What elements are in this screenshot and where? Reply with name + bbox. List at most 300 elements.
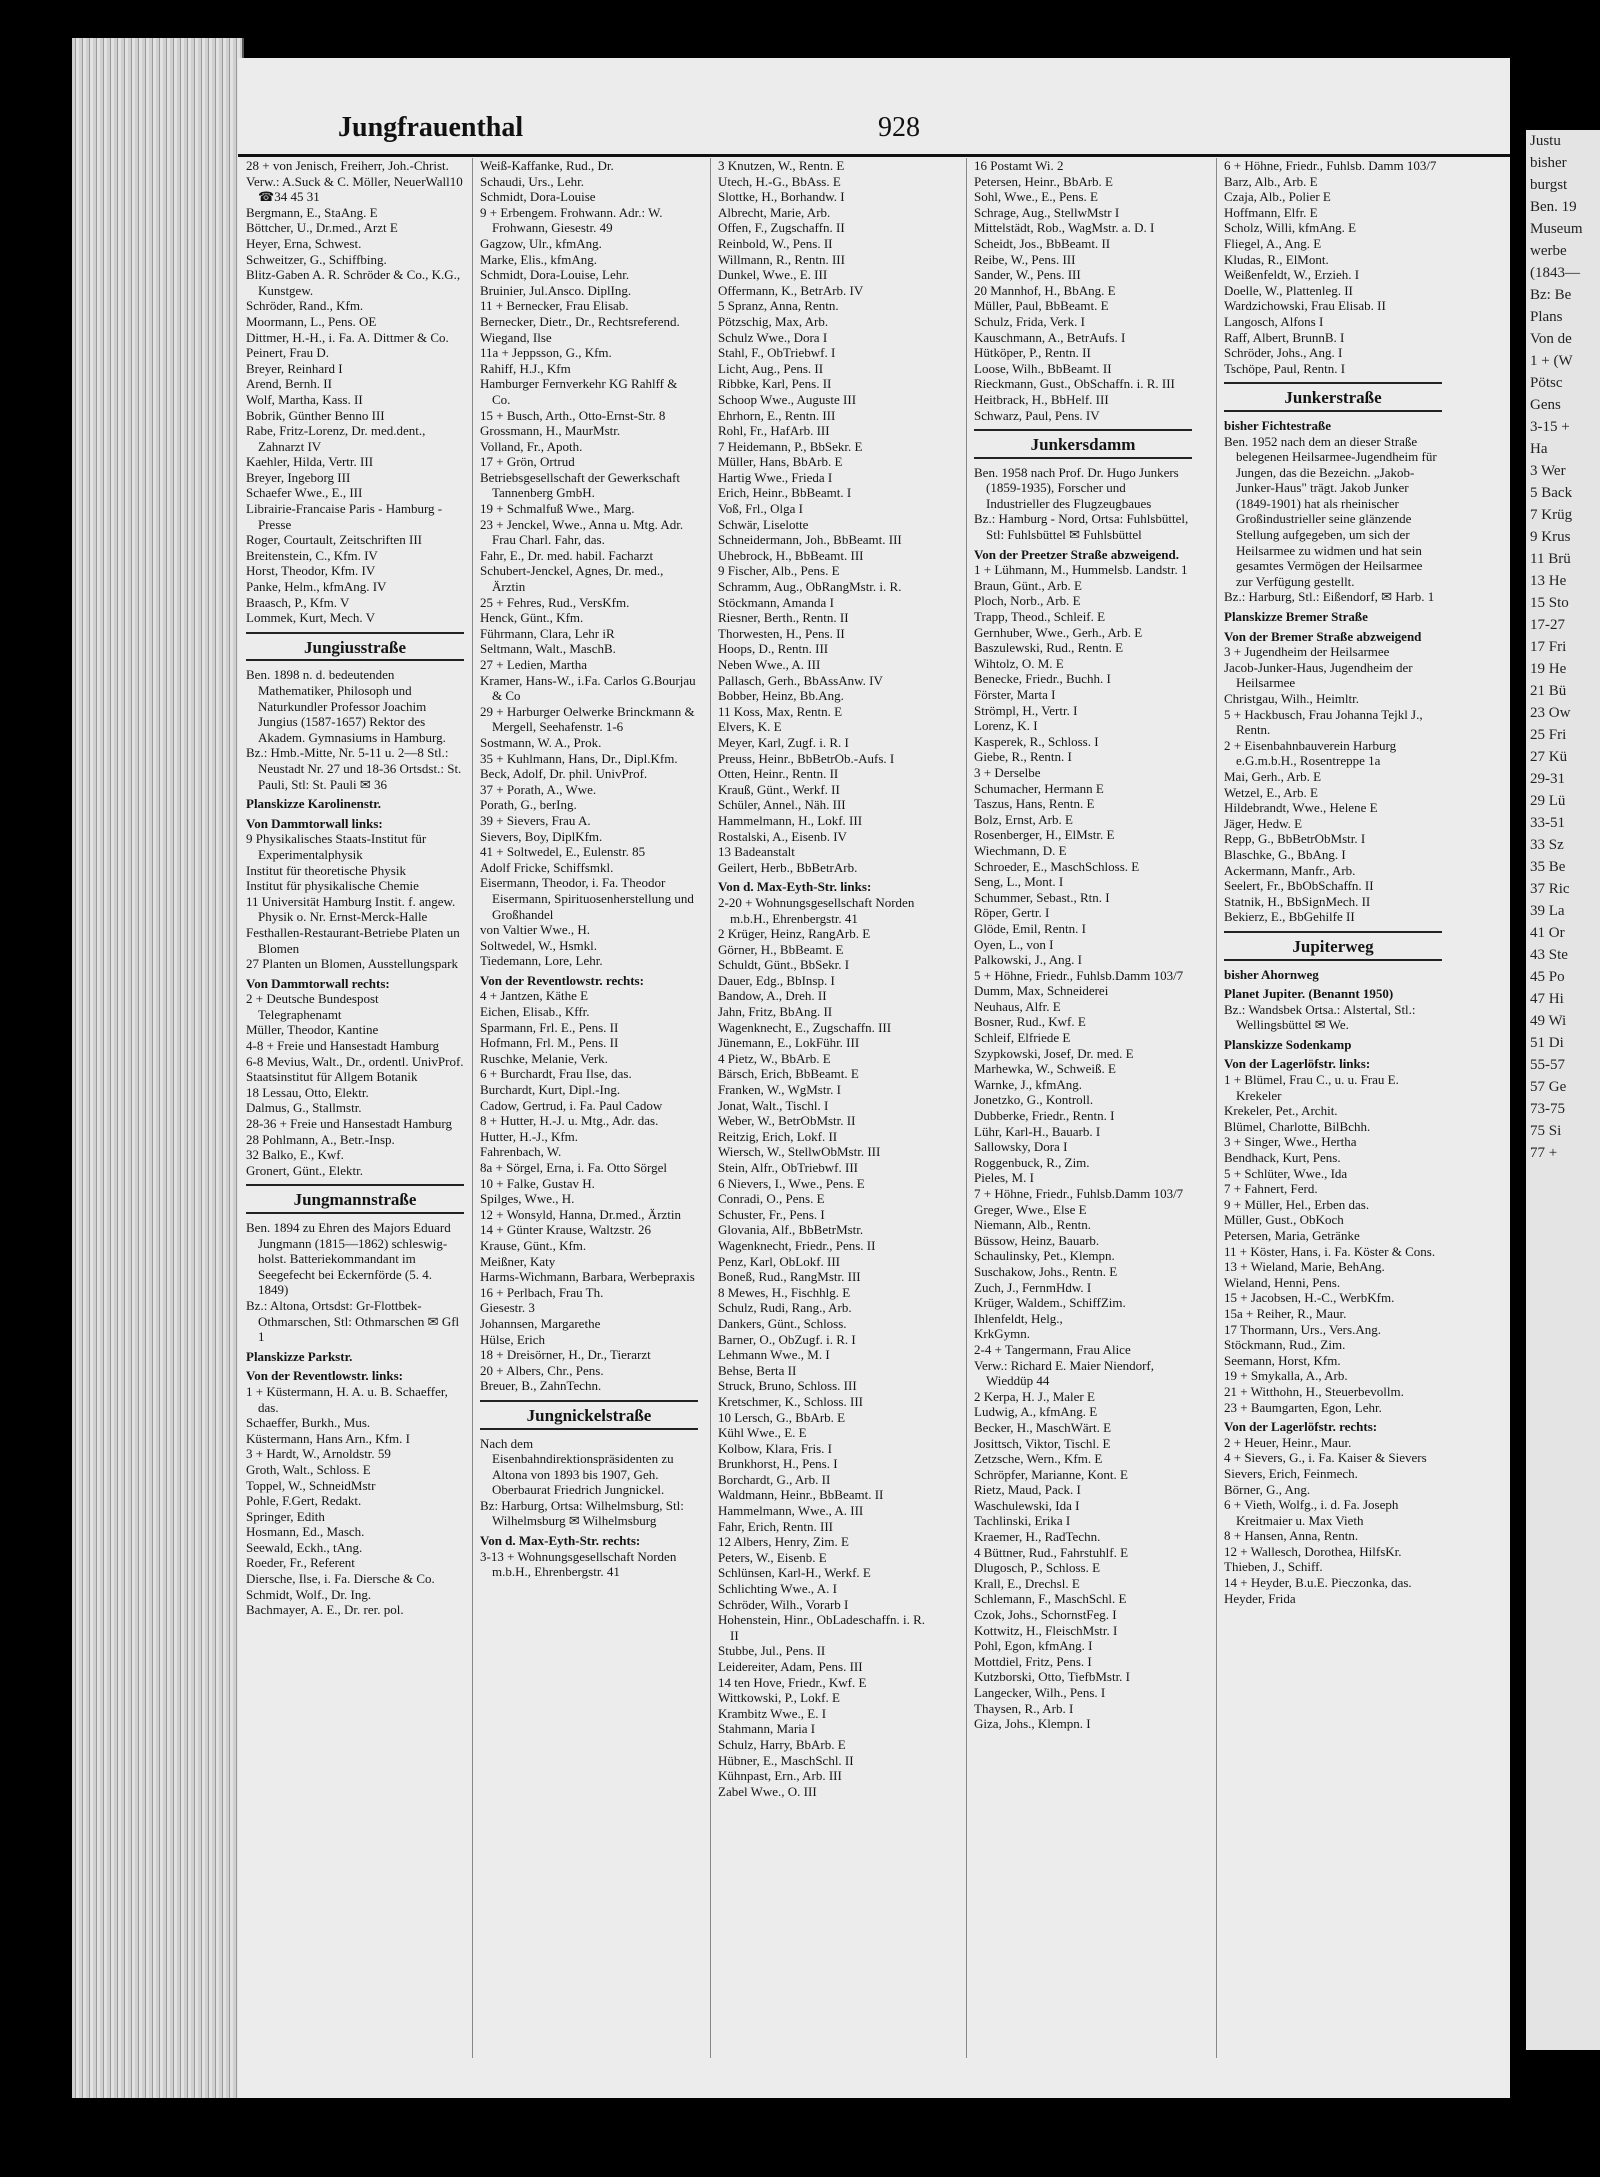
directory-entry: Schneidermann, Joh., BbBeamt. III <box>718 532 902 548</box>
directory-entry: Mottdiel, Fritz, Pens. I <box>974 1653 1092 1669</box>
directory-entry: Tiedemann, Lore, Lehr. <box>480 953 603 969</box>
directory-entry: Ehrhorn, E., Rentn. III <box>718 407 836 423</box>
directory-entry: 9 Fischer, Alb., Pens. E <box>718 563 840 579</box>
directory-entry: Dittmer, H.-H., i. Fa. A. Dittmer & Co. <box>246 329 449 345</box>
directory-entry: Neuhaus, Alfr. E <box>974 998 1061 1014</box>
facing-page-text: Ben. 19 <box>1530 199 1577 215</box>
directory-entry: Thieben, J., Schiff. <box>1224 1559 1323 1575</box>
directory-entry: Giebe, R., Rentn. I <box>974 749 1072 765</box>
directory-entry: Lühr, Karl-H., Bauarb. I <box>974 1123 1101 1139</box>
directory-entry: Dankers, Günt., Schloss. <box>718 1315 847 1331</box>
directory-entry: Peters, W., Eisenb. E <box>718 1549 827 1565</box>
directory-entry: Rostalski, A., Eisenb. IV <box>718 828 847 844</box>
facing-page-text: 11 Brü <box>1530 551 1571 567</box>
directory-entry: Bz.: Hamburg - Nord, Ortsa: Fuhlsbüttel, Stl: Fuhlsbüttel ✉ Fuhlsbüttel <box>974 511 1189 543</box>
directory-entry: Schmidt, Wolf., Dr. Ing. <box>246 1586 372 1602</box>
directory-entry: Breyer, Reinhard I <box>246 360 343 376</box>
directory-entry: Beck, Adolf, Dr. phil. UnivProf. <box>480 766 648 782</box>
directory-entry: Dlugosch, P., Schloss. E <box>974 1560 1101 1576</box>
directory-entry: 41 + Soltwedel, E., Eulenstr. 85 <box>480 844 646 860</box>
facing-page-text: 57 Ge <box>1530 1079 1567 1095</box>
facing-page-text: werbe <box>1530 243 1567 259</box>
directory-entry: Behse, Berta II <box>718 1362 797 1378</box>
directory-entry: Ihlenfeldt, Helg., <box>974 1310 1063 1326</box>
directory-entry: Otten, Heinr., Rentn. II <box>718 766 839 782</box>
directory-entry: Kutzborski, Otto, TiefbMstr. I <box>974 1669 1131 1685</box>
facing-page-text: 35 Be <box>1530 859 1566 875</box>
directory-entry: Schulz Wwe., Dora I <box>718 329 828 345</box>
facing-page-text: 37 Ric <box>1530 881 1570 897</box>
book-edge <box>72 38 244 2098</box>
directory-entry: Stein, Alfr., ObTriebwf. III <box>718 1160 858 1175</box>
directory-entry: Palkowski, J., Ang. I <box>974 952 1082 968</box>
directory-entry: Seemann, Horst, Kfm. <box>1224 1352 1341 1368</box>
directory-entry: Müller, Gust., ObKoch <box>1224 1212 1344 1228</box>
directory-entry: 15 + Jacobsen, H.-C., WerbKfm. <box>1224 1290 1395 1306</box>
section-note: Planet Jupiter. (Benannt 1950) <box>1224 986 1394 1002</box>
directory-entry: Kramer, Hans-W., i.Fa. Carlos G.Bourjau & Co <box>480 672 696 704</box>
directory-entry: Tachlinski, Erika I <box>974 1513 1071 1529</box>
facing-page-text: 75 Si <box>1530 1123 1562 1139</box>
facing-page-fragment <box>1526 130 1600 2050</box>
directory-entry: Ben. 1894 zu Ehren des Majors Eduard Jungmann (1815—1862) schleswig-holst. Batteriekommandant im Seegefecht bei Eckernförde (5. 4. 1849) <box>246 1220 451 1298</box>
directory-entry: Springer, Edith <box>246 1508 325 1524</box>
directory-entry: 8 Mewes, H., Fischhlg. E <box>718 1284 851 1300</box>
directory-entry: Becker, H., MaschWärt. E <box>974 1419 1112 1435</box>
directory-entry: 11 + Bernecker, Frau Elisab. <box>480 298 629 314</box>
facing-page-text: 15 Sto <box>1530 595 1569 611</box>
directory-entry: Glovania, Alf., BbBetrMstr. <box>718 1222 864 1238</box>
section-note: Von der Bremer Straße abzweigend <box>1224 628 1422 644</box>
directory-entry: Oyen, L., von I <box>974 936 1054 952</box>
directory-entry: Jonat, Walt., Tischl. I <box>718 1097 829 1113</box>
page-header <box>238 108 1510 157</box>
directory-entry: Glöde, Emil, Rentn. I <box>974 920 1086 936</box>
directory-entry: Schröpfer, Marianne, Kont. E <box>974 1466 1128 1482</box>
directory-entry: Dunkel, Wwe., E. III <box>718 267 828 283</box>
directory-entry: Seewald, Eckh., tAng. <box>246 1539 363 1555</box>
directory-entry: Schmidt, Dora-Louise <box>480 189 596 205</box>
directory-entry: 20 + Albers, Chr., Pens. <box>480 1362 604 1378</box>
directory-entry: Blaschke, G., BbAng. I <box>1224 846 1346 862</box>
directory-entry: Erich, Heinr., BbBeamt. I <box>718 485 852 501</box>
directory-entry: Rietz, Maud, Pack. I <box>974 1482 1081 1498</box>
directory-entry: Ben. 1898 n. d. bedeutenden Mathematiker, Philosoph und Naturkundler Professor Joachim Jungius (1587-1657) Rektor des Akadem. Gymnasiums in Hamburg. <box>246 667 446 745</box>
directory-entry: 5 + Schlüter, Wwe., Ida <box>1224 1165 1348 1181</box>
directory-entry: Hütköper, P., Rentn. II <box>974 345 1091 361</box>
facing-page-text: 73-75 <box>1530 1101 1565 1117</box>
directory-entry: Marke, Elis., kfmAng. <box>480 251 597 267</box>
directory-entry: Förster, Marta I <box>974 687 1056 702</box>
directory-entry: 6 + Höhne, Friedr., Fuhlsb. Damm 103/7 <box>1224 158 1437 173</box>
directory-entry: Harms-Wichmann, Barbara, Werbepraxis <box>480 1269 695 1285</box>
directory-entry: Struck, Bruno, Schloss. III <box>718 1378 857 1394</box>
directory-entry: Soltwedel, W., Hsmkl. <box>480 937 598 953</box>
directory-entry: Schaefer Wwe., E., III <box>246 485 363 501</box>
directory-entry: Marhewka, W., Schweiß. E <box>974 1061 1116 1077</box>
directory-entry: Waschulewski, Ida I <box>974 1497 1080 1513</box>
directory-entry: Thaysen, R., Arb. I <box>974 1700 1074 1716</box>
directory-entry: Roggenbuck, R., Zim. <box>974 1154 1090 1170</box>
section-note: Von der Reventlowstr. rechts: <box>480 972 644 988</box>
directory-entry: Franken, W., WgMstr. I <box>718 1082 841 1098</box>
directory-entry: Albrecht, Marie, Arb. <box>718 204 831 220</box>
street-heading: Jungnickelstraße <box>480 1400 698 1430</box>
directory-entry: Lehmann Wwe., M. I <box>718 1347 830 1363</box>
facing-page-text: 33 Sz <box>1530 837 1564 853</box>
facing-page-text: 19 He <box>1530 661 1567 677</box>
directory-entry: Stöckmann, Amanda I <box>718 594 834 610</box>
directory-entry: Mai, Gerh., Arb. E <box>1224 768 1322 784</box>
directory-entry: 11 Universität Hamburg Instit. f. angew. Physik o. Nr. Ernst-Merck-Halle <box>246 893 456 925</box>
facing-page-text: Pötsc <box>1530 375 1563 391</box>
directory-entry: 16 + Perlbach, Frau Th. <box>480 1284 604 1300</box>
directory-entry: Fahrenbach, W. <box>480 1144 562 1160</box>
directory-entry: 9 Physikalisches Staats-Institut für Experimentalphysik <box>246 831 427 862</box>
section-note: Von der Lagerlöfstr. links: <box>1224 1056 1371 1072</box>
directory-entry: 6 + Burchardt, Frau Ilse, das. <box>480 1066 632 1082</box>
directory-entry: Warnke, J., kfmAng. <box>974 1076 1082 1092</box>
facing-page-text: Plans <box>1530 309 1563 325</box>
directory-entry: 10 + Falke, Gustav H. <box>480 1175 595 1191</box>
directory-entry: 15 + Busch, Arth., Otto-Ernst-Str. 8 <box>480 407 666 423</box>
section-note: bisher Ahornweg <box>1224 966 1319 982</box>
directory-entry: Bärsch, Erich, BbBeamt. E <box>718 1066 859 1082</box>
directory-entry: Peinert, Frau D. <box>246 345 330 361</box>
directory-entry: Schubert-Jenckel, Agnes, Dr. med., Ärztin <box>480 563 664 595</box>
directory-entry: Offen, F., Zugschaffn. II <box>718 220 845 236</box>
directory-entry: Kretschmer, K., Schloss. III <box>718 1393 863 1409</box>
directory-entry: 9 + Müller, Hel., Erben das. <box>1224 1196 1370 1212</box>
directory-entry: Czok, Johs., SchornstFeg. I <box>974 1607 1117 1623</box>
directory-entry: 21 + Witthohn, H., Steuerbevollm. <box>1224 1383 1404 1399</box>
directory-entry: Utech, H.-G., BbAss. E <box>718 173 841 189</box>
street-heading: Jungmannstraße <box>246 1184 464 1214</box>
directory-entry: Statnik, H., BbSignMech. II <box>1224 893 1371 909</box>
directory-entry: Pohle, F.Gert, Redakt. <box>246 1493 362 1509</box>
directory-entry: 2 Kerpa, H. J., Maler E <box>974 1388 1095 1404</box>
directory-entry: Stahmann, Maria I <box>718 1721 816 1737</box>
directory-entry: Schulz, Frida, Verk. I <box>974 313 1085 329</box>
directory-entry: 27 Planten un Blomen, Ausstellungspark <box>246 956 458 972</box>
directory-entry: Eichen, Elisab., Kffr. <box>480 1004 590 1020</box>
facing-page-text: 17 Fri <box>1530 639 1567 655</box>
directory-entry: Rieckmann, Gust., ObSchaffn. i. R. III <box>974 376 1175 392</box>
directory-entry: Kludas, R., ElMont. <box>1224 251 1329 267</box>
directory-entry: Kauschmann, A., BetrAufs. I <box>974 329 1126 345</box>
facing-page-text: 5 Back <box>1530 485 1573 501</box>
directory-entry: Bz.: Wandsbek Ortsa.: Alstertal, Stl.: Wellingsbüttel ✉ We. <box>1224 1001 1416 1033</box>
directory-entry: Institut für theoretische Physik <box>246 862 406 878</box>
directory-entry: Schlünsen, Karl-H., Werkf. E <box>718 1565 871 1581</box>
directory-entry: Schröder, Wilh., Vorarb I <box>718 1596 849 1612</box>
street-heading: Jupiterweg <box>1224 931 1442 961</box>
directory-entry: Heyer, Erna, Schwest. <box>246 235 362 251</box>
directory-entry: Rahiff, H.J., Kfm <box>480 360 571 376</box>
directory-entry: Willmann, R., Rentn. III <box>718 251 845 267</box>
column-divider <box>1216 158 1217 2058</box>
facing-page-text: 39 La <box>1530 903 1565 919</box>
directory-entry: 19 + Smykalla, A., Arb. <box>1224 1368 1348 1384</box>
section-note: Planskizze Sodenkamp <box>1224 1036 1352 1052</box>
directory-entry: Bz: Harburg, Ortsa: Wilhelmsburg, Stl: Wilhelmsburg ✉ Wilhelmsburg <box>480 1497 684 1529</box>
directory-entry: Rosenberger, H., ElMstr. E <box>974 827 1115 843</box>
directory-entry: 2 Krüger, Heinz, RangArb. E <box>718 926 871 942</box>
facing-page-text: 23 Ow <box>1530 705 1571 721</box>
directory-entry: Roger, Courtault, Zeitschriften III <box>246 532 423 548</box>
directory-entry: Elvers, K. E <box>718 719 782 735</box>
directory-entry: 6-8 Mevius, Walt., Dr., ordentl. UnivProf. <box>246 1053 464 1069</box>
facing-page-text: 3 Wer <box>1530 463 1566 479</box>
directory-entry: Jahn, Fritz, BbAng. II <box>718 1004 833 1020</box>
directory-entry: Müller, Theodor, Kantine <box>246 1022 379 1038</box>
directory-entry: 11 + Köster, Hans, i. Fa. Köster & Cons. <box>1224 1243 1436 1259</box>
column-divider <box>472 158 473 2058</box>
directory-entry: Institut für physikalische Chemie <box>246 878 419 894</box>
directory-entry: 5 + Hackbusch, Frau Johanna Tejkl J., Rentn. <box>1224 706 1423 738</box>
directory-entry: Arend, Bernh. II <box>246 376 332 392</box>
facing-page-text: Ha <box>1530 441 1548 457</box>
directory-entry: 13 + Wieland, Marie, BehAng. <box>1224 1259 1385 1275</box>
section-note: Von Dammtorwall rechts: <box>246 975 390 991</box>
directory-entry: 20 Mannhof, H., BbAng. E <box>974 282 1116 298</box>
directory-entry: Ben. 1958 nach Prof. Dr. Hugo Junkers (1859-1935), Forscher und Industrieller des Flugzeugbaues <box>974 464 1179 511</box>
directory-entry: Raff, Albert, BrunnB. I <box>1224 329 1345 345</box>
directory-entry: Seelert, Fr., BbObSchaffn. II <box>1224 878 1374 894</box>
directory-entry: Greger, Wwe., Else E <box>974 1201 1087 1217</box>
facing-page-text: 9 Krus <box>1530 529 1571 545</box>
directory-entry: 6 + Vieth, Wolfg., i. d. Fa. Joseph Kreitmaier u. Max Vieth <box>1224 1497 1399 1528</box>
directory-entry: Schummer, Sebast., Rtn. I <box>974 889 1110 905</box>
directory-entry: 4 + Sievers, G., i. Fa. Kaiser & Sievers <box>1224 1450 1427 1466</box>
directory-entry: Staatsinstitut für Allgem Botanik <box>246 1069 418 1085</box>
directory-entry: Büssow, Heinz, Bauarb. <box>974 1232 1100 1248</box>
directory-entry: Krauß, Günt., Werkf. II <box>718 781 840 797</box>
directory-entry: Henck, Günt., Kfm. <box>480 610 584 626</box>
section-note: bisher Fichtestraße <box>1224 417 1331 433</box>
directory-entry: Schweitzer, G., Schiffbing. <box>246 251 387 267</box>
directory-entry: Eisermann, Theodor, i. Fa. Theodor Eisermann, Spirituosenherstellung und Großhandel <box>480 875 694 922</box>
column-4 <box>974 158 1192 1732</box>
directory-entry: Hohenstein, Hinr., ObLadeschaffn. i. R. II <box>718 1612 925 1643</box>
directory-entry: Penz, Karl, ObLokf. III <box>718 1253 841 1269</box>
facing-page-text: 21 Bü <box>1530 683 1567 699</box>
directory-entry: Verw.: Richard E. Maier Niendorf, Wieddüp 44 <box>974 1357 1155 1389</box>
directory-entry: Rohl, Fr., HafArb. III <box>718 423 830 439</box>
directory-entry: Heyder, Frida <box>1224 1590 1296 1606</box>
directory-entry: von Valtier Wwe., H. <box>480 922 590 938</box>
directory-entry: Krause, Günt., Kfm. <box>480 1237 587 1253</box>
directory-entry: Porath, G., berIng. <box>480 797 577 813</box>
directory-entry: 2 + Eisenbahnbauverein Harburg e.G.m.b.H., Rosentreppe 1a <box>1224 737 1397 769</box>
directory-entry: Scholz, Willi, kfmAng. E <box>1224 220 1357 236</box>
directory-entry: Wagenknecht, Friedr., Pens. II <box>718 1237 876 1253</box>
directory-entry: Hamburger Fernverkehr KG Rahlff & Co. <box>480 376 678 407</box>
facing-page-text: Museum <box>1530 221 1583 237</box>
directory-entry: Lommek, Kurt, Mech. V <box>246 610 376 626</box>
section-note: Von der Lagerlöfstr. rechts: <box>1224 1419 1378 1435</box>
directory-entry: 8 + Hutter, H.-J. u. Mtg., Adr. das. <box>480 1113 659 1129</box>
directory-entry: Zetzsche, Wern., Kfm. E <box>974 1451 1103 1467</box>
directory-entry: 28 + von Jenisch, Freiherr, Joh.-Christ. <box>246 158 449 173</box>
directory-entry: 25 + Fehres, Rud., VersKfm. <box>480 594 630 610</box>
directory-entry: Leidereiter, Adam, Pens. III <box>718 1659 863 1674</box>
directory-entry: 3 + Hardt, W., Arnoldstr. 59 <box>246 1446 391 1462</box>
directory-entry: Schaudi, Urs., Lehr. <box>480 173 584 189</box>
directory-entry: Loose, Wilh., BbBeamt. II <box>974 360 1112 376</box>
directory-entry: Langecker, Wilh., Pens. I <box>974 1685 1106 1700</box>
directory-entry: Gagzow, Ulr., kfmAng. <box>480 235 602 251</box>
directory-entry: Suschakow, Johs., Rentn. E <box>974 1263 1118 1279</box>
facing-page-text: 13 He <box>1530 573 1567 589</box>
directory-entry: Hildebrandt, Wwe., Helene E <box>1224 800 1378 816</box>
directory-entry: Schaeffer, Burkh., Mus. <box>246 1415 371 1431</box>
directory-entry: Bobber, Heinz, Bb.Ang. <box>718 688 844 704</box>
directory-entry: Neben Wwe., A. III <box>718 657 821 672</box>
directory-entry: Zuch, J., FernmHdw. I <box>974 1279 1092 1295</box>
directory-entry: Betriebsgesellschaft der Gewerkschaft Tannenberg GmbH. <box>480 469 680 501</box>
directory-entry: 28-36 + Freie und Hansestadt Hamburg <box>246 1116 453 1132</box>
directory-entry: Borchardt, G., Arb. II <box>718 1471 831 1487</box>
directory-entry: Cadow, Gertrud, i. Fa. Paul Cadow <box>480 1097 663 1113</box>
directory-entry: Krambitz Wwe., E. I <box>718 1705 827 1721</box>
directory-entry: Bosner, Rud., Kwf. E <box>974 1014 1086 1030</box>
directory-entry: Wittkowski, P., Lokf. E <box>718 1690 840 1706</box>
section-note: Von d. Max-Eyth-Str. rechts: <box>480 1533 641 1549</box>
directory-entry: Müller, Paul, BbBeamt. E <box>974 298 1109 314</box>
directory-entry: 12 + Wonsyld, Hanna, Dr.med., Ärztin <box>480 1206 682 1222</box>
directory-entry: Blümel, Charlotte, BilBchh. <box>1224 1118 1371 1134</box>
directory-entry: Preuss, Heinr., BbBetrOb.-Aufs. I <box>718 750 895 766</box>
directory-entry: Dalmus, G., Stallmstr. <box>246 1100 362 1116</box>
directory-entry: Dubberke, Friedr., Rentn. I <box>974 1108 1115 1124</box>
directory-entry: Sievers, Boy, DiplKfm. <box>480 828 603 844</box>
directory-entry: Bolz, Ernst, Arb. E <box>974 811 1073 827</box>
directory-entry: Giza, Johs., Klempn. I <box>974 1716 1091 1732</box>
directory-entry: Küstermann, Hans Arn., Kfm. I <box>246 1430 410 1446</box>
directory-entry: Waldmann, Heinr., BbBeamt. II <box>718 1487 884 1503</box>
directory-entry: Baszulewski, Rud., Rentn. E <box>974 640 1124 656</box>
directory-entry: Führmann, Clara, Lehr iR <box>480 625 615 641</box>
directory-entry: 1 + Lühmann, M., Hummelsb. Landstr. 1 <box>974 562 1188 578</box>
directory-entry: Jäger, Hedw. E <box>1224 815 1303 831</box>
directory-entry: 3-13 + Wohnungsgesellschaft Norden m.b.H., Ehrenbergstr. 41 <box>480 1548 677 1580</box>
directory-entry: Sallowsky, Dora I <box>974 1139 1068 1155</box>
directory-entry: Voß, Frl., Olga I <box>718 501 803 517</box>
directory-entry: Czaja, Alb., Polier E <box>1224 189 1331 205</box>
section-note: Von der Reventlowstr. links: <box>246 1368 403 1384</box>
directory-entry: Fahr, E., Dr. med. habil. Facharzt <box>480 547 654 563</box>
directory-entry: Wetzel, E., Arb. E <box>1224 784 1318 800</box>
directory-entry: Ruschke, Melanie, Verk. <box>480 1050 608 1066</box>
directory-entry: Lorenz, K. I <box>974 718 1038 734</box>
directory-entry: 6 Nievers, I., Wwe., Pens. E <box>718 1175 865 1191</box>
directory-entry: 13 Badeanstalt <box>718 844 795 860</box>
directory-entry: Wagenknecht, E., Zugschaffn. III <box>718 1019 892 1035</box>
directory-entry: Taszus, Hans, Rentn. E <box>974 796 1095 812</box>
directory-entry: Hosmann, Ed., Masch. <box>246 1524 365 1540</box>
directory-entry: Szypkowski, Josef, Dr. med. E <box>974 1045 1134 1061</box>
directory-entry: 4 Büttner, Rud., Fahrstuhlf. E <box>974 1544 1129 1560</box>
directory-entry: Moormann, L., Pens. OE <box>246 313 377 329</box>
directory-entry: Schoop Wwe., Auguste III <box>718 391 857 407</box>
directory-entry: Josittsch, Viktor, Tischl. E <box>974 1435 1111 1451</box>
directory-entry: Görner, H., BbBeamt. E <box>718 941 844 957</box>
directory-entry: Hübner, E., MaschSchl. II <box>718 1752 854 1768</box>
directory-entry: Benecke, Friedr., Buchh. I <box>974 671 1111 687</box>
directory-entry: Nach dem Eisenbahndirektionspräsidenten zu Altona von 1893 bis 1907, Geh. Oberbaurat Friedrich Jungnickel. <box>480 1435 674 1498</box>
directory-entry: Panke, Helm., kfmAng. IV <box>246 579 387 595</box>
facing-page-text: 51 Di <box>1530 1035 1564 1051</box>
directory-entry: Ackermann, Manfr., Arb. <box>1224 862 1356 878</box>
directory-entry: Bergmann, E., StaAng. E <box>246 204 378 220</box>
section-note: Von Dammtorwall links: <box>246 815 383 831</box>
facing-page-text: 41 Or <box>1530 925 1565 941</box>
directory-entry: Offermann, K., BetrArb. IV <box>718 282 864 298</box>
directory-entry: 7 Heidemann, P., BbSekr. E <box>718 438 863 454</box>
directory-entry: Bobrik, Günther Benno III <box>246 407 385 423</box>
directory-entry: Ploch, Norb., Arb. E <box>974 593 1081 609</box>
directory-entry: Fahr, Erich, Rentn. III <box>718 1518 834 1534</box>
directory-entry: Rabe, Fritz-Lorenz, Dr. med.dent., Zahnarzt IV <box>246 423 426 454</box>
facing-page-text: bisher <box>1530 155 1567 171</box>
section-note: Von der Preetzer Straße abzweigend. <box>974 546 1179 562</box>
section-note: Planskizze Parkstr. <box>246 1348 353 1364</box>
directory-entry: Krall, E., Drechsl. E <box>974 1575 1080 1591</box>
directory-entry: Zabel Wwe., O. III <box>718 1783 817 1799</box>
directory-entry: Breyer, Ingeborg III <box>246 469 351 485</box>
directory-entry: Pohl, Egon, kfmAng. I <box>974 1638 1093 1654</box>
directory-entry: Slottke, H., Borhandw. I <box>718 189 845 205</box>
directory-entry: Diersche, Ilse, i. Fa. Diersche & Co. <box>246 1571 435 1587</box>
directory-entry: Hammelmann, Wwe., A. III <box>718 1503 864 1519</box>
directory-entry: Hutter, H.-J., Kfm. <box>480 1128 579 1144</box>
directory-entry: 12 + Wallesch, Dorothea, HilfsKr. <box>1224 1543 1402 1559</box>
directory-entry: Pallasch, Gerh., BbAssAnw. IV <box>718 672 883 688</box>
directory-entry: 16 Postamt Wi. 2 <box>974 158 1064 173</box>
directory-entry: 8a + Sörgel, Erna, i. Fa. Otto Sörgel <box>480 1160 668 1175</box>
column-2 <box>480 158 698 1580</box>
directory-entry: Schröder, Johs., Ang. I <box>1224 345 1343 361</box>
directory-entry: Sostmann, W. A., Prok. <box>480 734 602 750</box>
directory-entry: Schuster, Fr., Pens. I <box>718 1206 825 1222</box>
facing-page-text: 27 Kü <box>1530 749 1568 765</box>
directory-entry: Börner, G., Ang. <box>1224 1481 1311 1497</box>
directory-entry: 27 + Ledien, Martha <box>480 657 587 672</box>
directory-entry: 2 + Deutsche Bundespost Telegraphenamt <box>246 991 379 1022</box>
directory-entry: Jünemann, E., LokFühr. III <box>718 1035 860 1051</box>
directory-entry: Stöckmann, Rud., Zim. <box>1224 1337 1346 1353</box>
directory-entry: Schulz, Harry, BbArb. E <box>718 1736 846 1752</box>
directory-entry: Wiechmann, D. E <box>974 842 1067 858</box>
directory-entry: Mittelstädt, Rob., WagMstr. a. D. I <box>974 220 1155 236</box>
directory-entry: Meißner, Katy <box>480 1253 556 1269</box>
section-note: Planskizze Bremer Straße <box>1224 609 1368 625</box>
directory-entry: Hartig Wwe., Frieda I <box>718 469 833 485</box>
directory-entry: Wolf, Martha, Kass. II <box>246 391 363 407</box>
directory-entry: Wiegand, Ilse <box>480 329 552 345</box>
directory-entry: Kühl Wwe., E. E <box>718 1425 807 1441</box>
directory-entry: Sohl, Wwe., E., Pens. E <box>974 189 1098 205</box>
directory-entry: Langosch, Alfons I <box>1224 313 1324 329</box>
directory-entry: Hoops, D., Rentn. III <box>718 641 829 657</box>
facing-page-text: (1843— <box>1530 265 1580 281</box>
directory-entry: Strömpl, H., Vertr. I <box>974 702 1078 718</box>
directory-entry: Trapp, Theod., Schleif. E <box>974 609 1106 625</box>
directory-entry: Schroeder, E., MaschSchloss. E <box>974 858 1140 874</box>
directory-entry: Scheidt, Jos., BbBeamt. II <box>974 235 1111 251</box>
directory-page <box>238 58 1510 2098</box>
